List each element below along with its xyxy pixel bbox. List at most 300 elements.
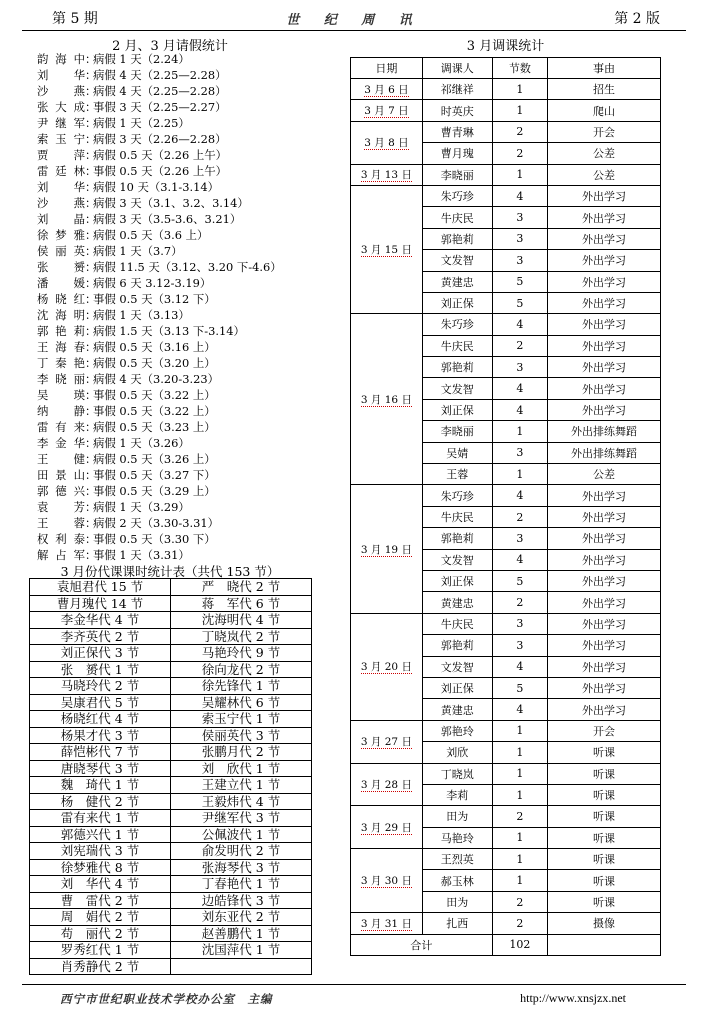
periods-cell: 2 <box>492 891 547 912</box>
date-text: 3 月 6 日 <box>364 83 409 96</box>
leave-row <box>37 163 317 179</box>
table-row <box>351 613 661 634</box>
column-header: 事由 <box>548 58 661 79</box>
leave-detail: 病假 10 天（3.1-3.14） <box>93 180 220 194</box>
leave-detail: 病假 2 天（3.30-3.31） <box>93 516 220 530</box>
teacher-cell: 马艳玲 <box>422 827 492 848</box>
leave-colon: ： <box>85 468 97 482</box>
table-row <box>30 727 312 744</box>
footer-org: 西宁市世纪职业技术学校办公室 主编 <box>60 992 273 1006</box>
leave-detail: 病假 1 天（2.25） <box>93 116 190 130</box>
table-row <box>30 678 312 695</box>
periods-cell: 2 <box>492 121 547 142</box>
reason-cell: 公差 <box>548 143 661 164</box>
leave-name: 雷有来 <box>37 420 85 434</box>
table-row <box>30 744 312 761</box>
leave-name: 沈海明 <box>37 308 85 322</box>
total-empty <box>548 934 661 955</box>
reason-cell: 摄像 <box>548 913 661 934</box>
periods-cell: 2 <box>492 335 547 356</box>
teacher-cell: 刘正保 <box>422 292 492 313</box>
leave-detail: 病假 3 天（3.5-3.6、3.21） <box>93 212 242 226</box>
table-row <box>30 694 312 711</box>
issue-number: 第 5 期 <box>52 11 98 27</box>
table-row <box>30 892 312 909</box>
leave-row <box>37 179 317 195</box>
leave-row <box>37 291 317 307</box>
teacher-cell: 李晓丽 <box>422 421 492 442</box>
leave-detail: 病假 1 天（3.7） <box>93 244 183 258</box>
leave-colon: ： <box>85 356 97 370</box>
substitute-cell: 李金华代 4 节 <box>30 612 171 629</box>
leave-row <box>37 515 317 531</box>
teacher-cell: 郝玉林 <box>422 870 492 891</box>
leave-row <box>37 451 317 467</box>
reason-cell: 外出学习 <box>548 485 661 506</box>
table-row <box>30 909 312 926</box>
date-cell <box>351 913 423 934</box>
leave-name: 侯丽英 <box>37 244 85 258</box>
date-cell <box>351 121 423 164</box>
teacher-cell: 朱巧珍 <box>422 185 492 206</box>
newsletter-title: 世 纪 周 讯 <box>286 13 422 28</box>
periods-cell: 1 <box>492 870 547 891</box>
table-row <box>351 121 661 142</box>
leave-detail: 病假 1 天（3.29） <box>93 500 190 514</box>
leave-row <box>37 467 317 483</box>
substitute-cell: 赵善鹏代 1 节 <box>171 925 312 942</box>
periods-cell: 1 <box>492 464 547 485</box>
periods-cell: 3 <box>492 442 547 463</box>
teacher-cell: 吴婧 <box>422 442 492 463</box>
leave-row <box>37 403 317 419</box>
substitute-title: 3 月份代课课时统计表（共代 153 节） <box>60 564 280 579</box>
leave-row <box>37 547 317 563</box>
periods-cell: 1 <box>492 849 547 870</box>
teacher-cell: 郭艳莉 <box>422 528 492 549</box>
leave-detail: 事假 0.5 天（3.22 上） <box>93 388 216 402</box>
date-text: 3 月 16 日 <box>360 393 412 406</box>
periods-cell: 2 <box>492 506 547 527</box>
table-row <box>30 958 312 975</box>
date-text: 3 月 13 日 <box>360 169 412 182</box>
adjust-title: 3 月调课统计 <box>466 39 545 54</box>
leave-colon: ： <box>85 388 97 402</box>
table-row <box>30 661 312 678</box>
periods-cell: 4 <box>492 185 547 206</box>
teacher-cell: 朱巧珍 <box>422 314 492 335</box>
leave-name: 潘媛 <box>37 276 85 290</box>
table-row <box>30 925 312 942</box>
leave-row <box>37 115 317 131</box>
table-row <box>30 777 312 794</box>
date-text: 3 月 20 日 <box>360 661 412 674</box>
leave-row <box>37 499 317 515</box>
leave-detail: 病假 0.5 天（3.20 上） <box>93 356 216 370</box>
periods-cell: 1 <box>492 763 547 784</box>
substitute-cell: 丁晓岚代 2 节 <box>171 628 312 645</box>
teacher-cell: 牛庆民 <box>422 506 492 527</box>
date-cell <box>351 185 423 313</box>
leave-row <box>37 83 317 99</box>
teacher-cell: 曹青琳 <box>422 121 492 142</box>
leave-name: 郭德兴 <box>37 484 85 498</box>
leave-row <box>37 531 317 547</box>
substitute-cell: 袁旭君代 15 节 <box>30 579 171 596</box>
date-text: 3 月 27 日 <box>360 736 412 749</box>
periods-cell: 4 <box>492 399 547 420</box>
substitute-cell: 肖秀静代 2 节 <box>30 958 171 975</box>
substitute-cell: 边皓锋代 3 节 <box>171 892 312 909</box>
periods-cell: 3 <box>492 528 547 549</box>
reason-cell: 听课 <box>548 806 661 827</box>
table-row <box>30 760 312 777</box>
periods-cell: 4 <box>492 699 547 720</box>
teacher-cell: 刘正保 <box>422 399 492 420</box>
substitute-cell: 蒋 军代 6 节 <box>171 595 312 612</box>
teacher-cell: 文发智 <box>422 656 492 677</box>
leave-detail: 事假 0.5 天（3.29 上） <box>93 484 216 498</box>
substitute-cell: 尹继军代 3 节 <box>171 810 312 827</box>
leave-name: 吴瑛 <box>37 388 85 402</box>
leave-name: 刘华 <box>37 180 85 194</box>
total-value: 102 <box>492 934 547 955</box>
periods-cell: 3 <box>492 357 547 378</box>
leave-detail: 事假 3 天（2.25—2.27） <box>93 100 227 114</box>
substitute-cell: 唐晓琴代 3 节 <box>30 760 171 777</box>
periods-cell: 5 <box>492 570 547 591</box>
leave-name: 沙燕 <box>37 196 85 210</box>
reason-cell: 外出排练舞蹈 <box>548 442 661 463</box>
table-row <box>351 806 661 827</box>
leave-name: 杨晓红 <box>37 292 85 306</box>
leave-colon: ： <box>85 100 97 114</box>
reason-cell: 外出学习 <box>548 549 661 570</box>
substitute-cell: 严 晓代 2 节 <box>171 579 312 596</box>
substitute-cell: 侯丽英代 3 节 <box>171 727 312 744</box>
periods-cell: 1 <box>492 742 547 763</box>
substitute-cell: 马晓玲代 2 节 <box>30 678 171 695</box>
teacher-cell: 李莉 <box>422 784 492 805</box>
reason-cell: 听课 <box>548 891 661 912</box>
substitute-cell: 索玉宁代 1 节 <box>171 711 312 728</box>
leave-colon: ： <box>85 292 97 306</box>
leave-colon: ： <box>85 340 97 354</box>
reason-cell: 开会 <box>548 720 661 741</box>
leave-name: 田景山 <box>37 468 85 482</box>
substitute-cell: 魏 琦代 1 节 <box>30 777 171 794</box>
reason-cell: 外出学习 <box>548 314 661 335</box>
periods-cell: 1 <box>492 164 547 185</box>
leave-colon: ： <box>85 276 97 290</box>
substitute-table <box>29 578 312 975</box>
teacher-cell: 扎西 <box>422 913 492 934</box>
teacher-cell: 刘正保 <box>422 570 492 591</box>
date-cell <box>351 314 423 485</box>
leave-detail: 病假 3 天（3.1、3.2、3.14） <box>93 196 249 210</box>
substitute-cell: 沈国萍代 1 节 <box>171 942 312 959</box>
reason-cell: 外出学习 <box>548 656 661 677</box>
column-header: 日期 <box>351 58 423 79</box>
substitute-cell: 徐梦雅代 8 节 <box>30 859 171 876</box>
periods-cell: 3 <box>492 613 547 634</box>
substitute-cell: 俞发明代 2 节 <box>171 843 312 860</box>
reason-cell: 外出学习 <box>548 699 661 720</box>
total-row <box>351 934 661 955</box>
table-row <box>351 100 661 121</box>
substitute-cell: 郭德兴代 1 节 <box>30 826 171 843</box>
substitute-cell: 张海琴代 3 节 <box>171 859 312 876</box>
leave-name: 刘华 <box>37 68 85 82</box>
substitute-cell: 公佩波代 1 节 <box>171 826 312 843</box>
substitute-cell: 王建立代 1 节 <box>171 777 312 794</box>
leave-name: 张大成 <box>37 100 85 114</box>
teacher-cell: 李晓丽 <box>422 164 492 185</box>
substitute-cell: 沈海明代 4 节 <box>171 612 312 629</box>
periods-cell: 5 <box>492 292 547 313</box>
teacher-cell: 刘欣 <box>422 742 492 763</box>
periods-cell: 4 <box>492 378 547 399</box>
date-cell <box>351 164 423 185</box>
date-cell <box>351 720 423 763</box>
reason-cell: 外出学习 <box>548 613 661 634</box>
table-row <box>30 942 312 959</box>
substitute-cell: 杨晓红代 4 节 <box>30 711 171 728</box>
periods-cell: 3 <box>492 207 547 228</box>
date-cell <box>351 763 423 806</box>
leave-row <box>37 211 317 227</box>
leave-name: 雷廷林 <box>37 164 85 178</box>
leave-name: 袁芳 <box>37 500 85 514</box>
leave-colon: ： <box>85 324 97 338</box>
periods-cell: 5 <box>492 677 547 698</box>
adjust-table <box>350 57 661 956</box>
leave-detail: 病假 4 天（2.25—2.28） <box>93 84 227 98</box>
date-text: 3 月 7 日 <box>364 105 409 118</box>
reason-cell: 外出学习 <box>548 677 661 698</box>
periods-cell: 4 <box>492 549 547 570</box>
teacher-cell: 王烈英 <box>422 849 492 870</box>
substitute-cell: 刘正保代 3 节 <box>30 645 171 662</box>
leave-detail: 病假 1 天（2.24） <box>93 52 190 66</box>
leave-row <box>37 339 317 355</box>
teacher-cell: 祁继祥 <box>422 79 492 100</box>
substitute-cell: 薛恺彬代 7 节 <box>30 744 171 761</box>
date-text: 3 月 8 日 <box>364 137 409 150</box>
reason-cell: 开会 <box>548 121 661 142</box>
leave-detail: 事假 1 天（3.31） <box>93 548 190 562</box>
leave-row <box>37 147 317 163</box>
date-text: 3 月 31 日 <box>360 917 412 930</box>
table-row <box>30 595 312 612</box>
leave-colon: ： <box>85 68 97 82</box>
leave-name: 贾萍 <box>37 148 85 162</box>
table-row <box>30 793 312 810</box>
table-row <box>30 876 312 893</box>
substitute-cell: 张 赟代 1 节 <box>30 661 171 678</box>
table-row <box>351 79 661 100</box>
periods-cell: 5 <box>492 271 547 292</box>
substitute-cell: 罗秀红代 1 节 <box>30 942 171 959</box>
leave-colon: ： <box>85 84 97 98</box>
periods-cell: 1 <box>492 827 547 848</box>
leave-detail: 病假 3 天（2.26—2.28） <box>93 132 227 146</box>
leave-colon: ： <box>85 420 97 434</box>
table-row <box>351 849 661 870</box>
date-text: 3 月 29 日 <box>360 821 412 834</box>
column-header: 节数 <box>492 58 547 79</box>
table-row <box>30 826 312 843</box>
substitute-cell: 徐先锋代 1 节 <box>171 678 312 695</box>
leave-detail: 病假 0.5 天（3.6 上） <box>93 228 209 242</box>
leave-name: 沙燕 <box>37 84 85 98</box>
table-row <box>351 314 661 335</box>
reason-cell: 听课 <box>548 784 661 805</box>
table-row <box>351 720 661 741</box>
leave-row <box>37 355 317 371</box>
substitute-cell: 丁春艳代 1 节 <box>171 876 312 893</box>
leave-colon: ： <box>85 132 97 146</box>
leave-name: 李晓丽 <box>37 372 85 386</box>
teacher-cell: 牛庆民 <box>422 613 492 634</box>
table-row <box>30 843 312 860</box>
leave-title: 2 月、3 月请假统计 <box>112 39 228 54</box>
reason-cell: 外出学习 <box>548 357 661 378</box>
leave-detail: 事假 0.5 天（3.27 下） <box>93 468 216 482</box>
periods-cell: 4 <box>492 485 547 506</box>
leave-row <box>37 275 317 291</box>
teacher-cell: 王蓉 <box>422 464 492 485</box>
leave-detail: 病假 1.5 天（3.13 下-3.14） <box>93 324 245 338</box>
leave-detail: 病假 1 天（3.13） <box>93 308 190 322</box>
reason-cell: 外出学习 <box>548 185 661 206</box>
leave-row <box>37 51 317 67</box>
substitute-cell: 马艳玲代 9 节 <box>171 645 312 662</box>
periods-cell: 1 <box>492 100 547 121</box>
teacher-cell: 曹月瑰 <box>422 143 492 164</box>
table-row <box>30 645 312 662</box>
leave-name: 王健 <box>37 452 85 466</box>
leave-row <box>37 323 317 339</box>
column-header: 调课人 <box>422 58 492 79</box>
reason-cell: 外出学习 <box>548 528 661 549</box>
leave-row <box>37 67 317 83</box>
periods-cell: 2 <box>492 806 547 827</box>
table-row <box>30 711 312 728</box>
leave-name: 尹继军 <box>37 116 85 130</box>
leave-detail: 事假 0.5 天（3.22 上） <box>93 404 216 418</box>
teacher-cell: 牛庆民 <box>422 335 492 356</box>
teacher-cell: 文发智 <box>422 549 492 570</box>
reason-cell: 外出学习 <box>548 250 661 271</box>
leave-colon: ： <box>85 436 97 450</box>
leave-colon: ： <box>85 404 97 418</box>
reason-cell: 听课 <box>548 827 661 848</box>
periods-cell: 1 <box>492 720 547 741</box>
reason-cell: 爬山 <box>548 100 661 121</box>
substitute-cell: 雷有来代 1 节 <box>30 810 171 827</box>
date-cell <box>351 100 423 121</box>
reason-cell: 听课 <box>548 742 661 763</box>
substitute-cell: 苟 丽代 2 节 <box>30 925 171 942</box>
leave-colon: ： <box>85 244 97 258</box>
teacher-cell: 郭艳玲 <box>422 720 492 741</box>
teacher-cell: 郭艳莉 <box>422 357 492 378</box>
reason-cell: 外出学习 <box>548 570 661 591</box>
leave-colon: ： <box>85 52 97 66</box>
teacher-cell: 黄建忠 <box>422 699 492 720</box>
leave-row <box>37 483 317 499</box>
date-text: 3 月 30 日 <box>360 875 412 888</box>
leave-detail: 事假 0.5 天（3.30 下） <box>93 532 216 546</box>
reason-cell: 听课 <box>548 763 661 784</box>
substitute-cell: 吴耀林代 6 节 <box>171 694 312 711</box>
date-text: 3 月 28 日 <box>360 778 412 791</box>
leave-colon: ： <box>85 212 97 226</box>
leave-name: 丁秦艳 <box>37 356 85 370</box>
leave-colon: ： <box>85 148 97 162</box>
footer-url: http://www.xnsjzx.net <box>520 991 626 1005</box>
teacher-cell: 朱巧珍 <box>422 485 492 506</box>
reason-cell: 外出学习 <box>548 292 661 313</box>
periods-cell: 1 <box>492 79 547 100</box>
table-row <box>351 164 661 185</box>
reason-cell: 公差 <box>548 464 661 485</box>
substitute-cell: 曹月瑰代 14 节 <box>30 595 171 612</box>
page-number: 第 2 版 <box>614 11 660 27</box>
teacher-cell: 刘正保 <box>422 677 492 698</box>
leave-name: 张赟 <box>37 260 85 274</box>
substitute-cell: 刘东亚代 2 节 <box>171 909 312 926</box>
substitute-cell: 刘 华代 4 节 <box>30 876 171 893</box>
leave-colon: ： <box>85 532 97 546</box>
teacher-cell: 牛庆民 <box>422 207 492 228</box>
leave-row <box>37 243 317 259</box>
substitute-cell: 杨果才代 3 节 <box>30 727 171 744</box>
leave-name: 徐梦雅 <box>37 228 85 242</box>
substitute-cell: 徐向龙代 2 节 <box>171 661 312 678</box>
leave-name: 王蓉 <box>37 516 85 530</box>
table-row <box>351 763 661 784</box>
leave-row <box>37 99 317 115</box>
periods-cell: 3 <box>492 635 547 656</box>
reason-cell: 外出学习 <box>548 271 661 292</box>
leave-row <box>37 419 317 435</box>
leave-name: 索玉宁 <box>37 132 85 146</box>
leave-detail: 病假 0.5 天（2.26 上午） <box>93 148 228 162</box>
leave-row <box>37 435 317 451</box>
leave-name: 王海春 <box>37 340 85 354</box>
table-header-row <box>351 58 661 79</box>
leave-detail: 事假 0.5 天（2.26 上午） <box>93 164 228 178</box>
page-footer <box>22 984 686 1011</box>
table-row <box>30 628 312 645</box>
date-cell <box>351 613 423 720</box>
leave-colon: ： <box>85 372 97 386</box>
periods-cell: 3 <box>492 228 547 249</box>
leave-detail: 病假 0.5 天（3.23 上） <box>93 420 216 434</box>
date-cell <box>351 485 423 613</box>
leave-colon: ： <box>85 196 97 210</box>
leave-detail: 事假 0.5 天（3.12 下） <box>93 292 216 306</box>
leave-name: 韵海中 <box>37 52 85 66</box>
teacher-cell: 文发智 <box>422 250 492 271</box>
leave-row <box>37 259 317 275</box>
reason-cell: 听课 <box>548 849 661 870</box>
substitute-cell: 刘 欣代 1 节 <box>171 760 312 777</box>
periods-cell: 2 <box>492 143 547 164</box>
leave-colon: ： <box>85 164 97 178</box>
